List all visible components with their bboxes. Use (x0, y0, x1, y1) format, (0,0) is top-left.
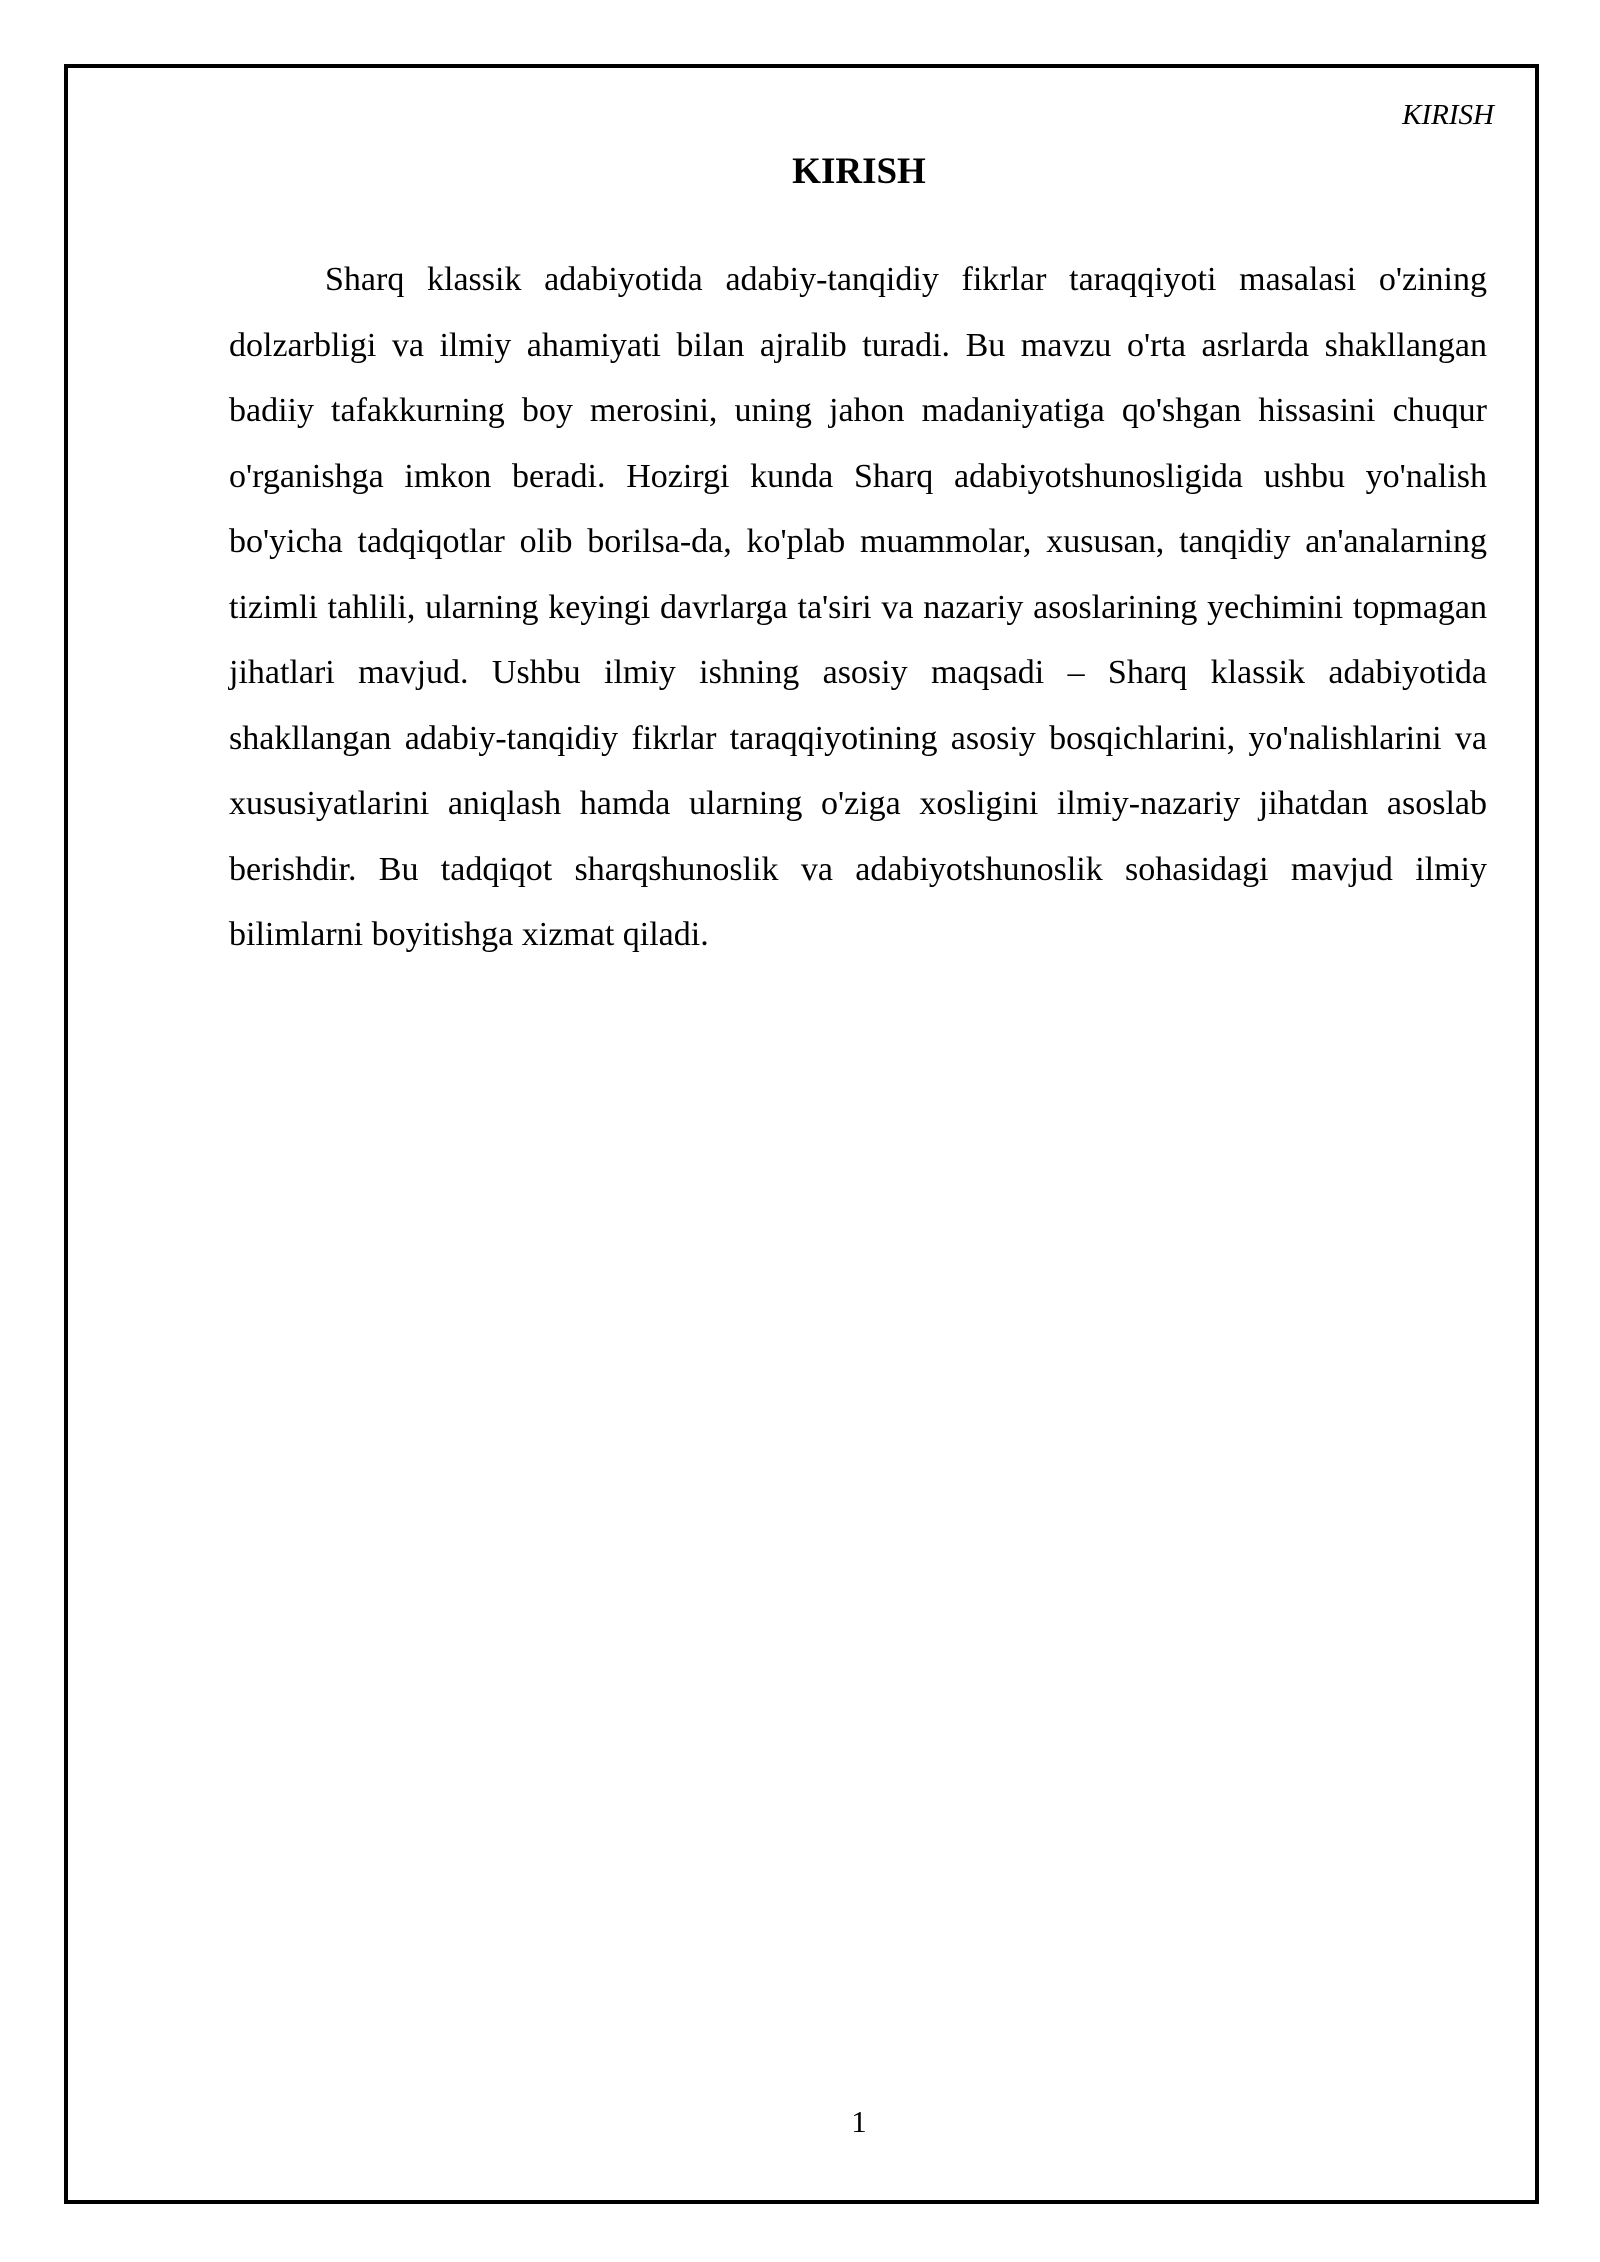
body-paragraph: Sharq klassik adabiyotida adabiy-tanqidiy fikrlar taraqqiyoti masalasi o'zining dolzarbligi va ilmiy ahamiyati bilan ajralib turadi. Bu mavzu o'rta asrlarda shakllangan badiiy tafakkurning boy merosini, uning jahon madaniyatiga qo'shgan hissasini chuqur o'rganishga imkon beradi. Hozirgi kunda Sharq adabiyotshunosligida ushbu yo'nalish bo'yicha tadqiqotlar olib borilsa-da, ko'plab muammolar, xususan, tanqidiy an'analarning tizimli tahlili, ularning keyingi davrlarga ta'siri va nazariy asoslarining yechimini topmagan jihatlari mavjud. Ushbu ilmiy ishning asosiy maqsadi – Sharq klassik adabiyotida shakllangan adabiy-tanqidiy fikrlar taraqqiyotining asosiy bosqichlarini, yo'nalishlarini va xususiyatlarini aniqlash hamda ularning o'ziga xosligini ilmiy-nazariy jihatdan asoslab berishdir. Bu tadqiqot sharqshunoslik va adabiyotshunoslik sohasidagi mavjud ilmiy bilimlarni boyitishga xizmat qiladi. (229, 261, 1487, 953)
running-header: KIRISH (1402, 99, 1494, 131)
page-title: KIRISH (792, 151, 926, 192)
page-number: 1 (851, 2104, 867, 2139)
